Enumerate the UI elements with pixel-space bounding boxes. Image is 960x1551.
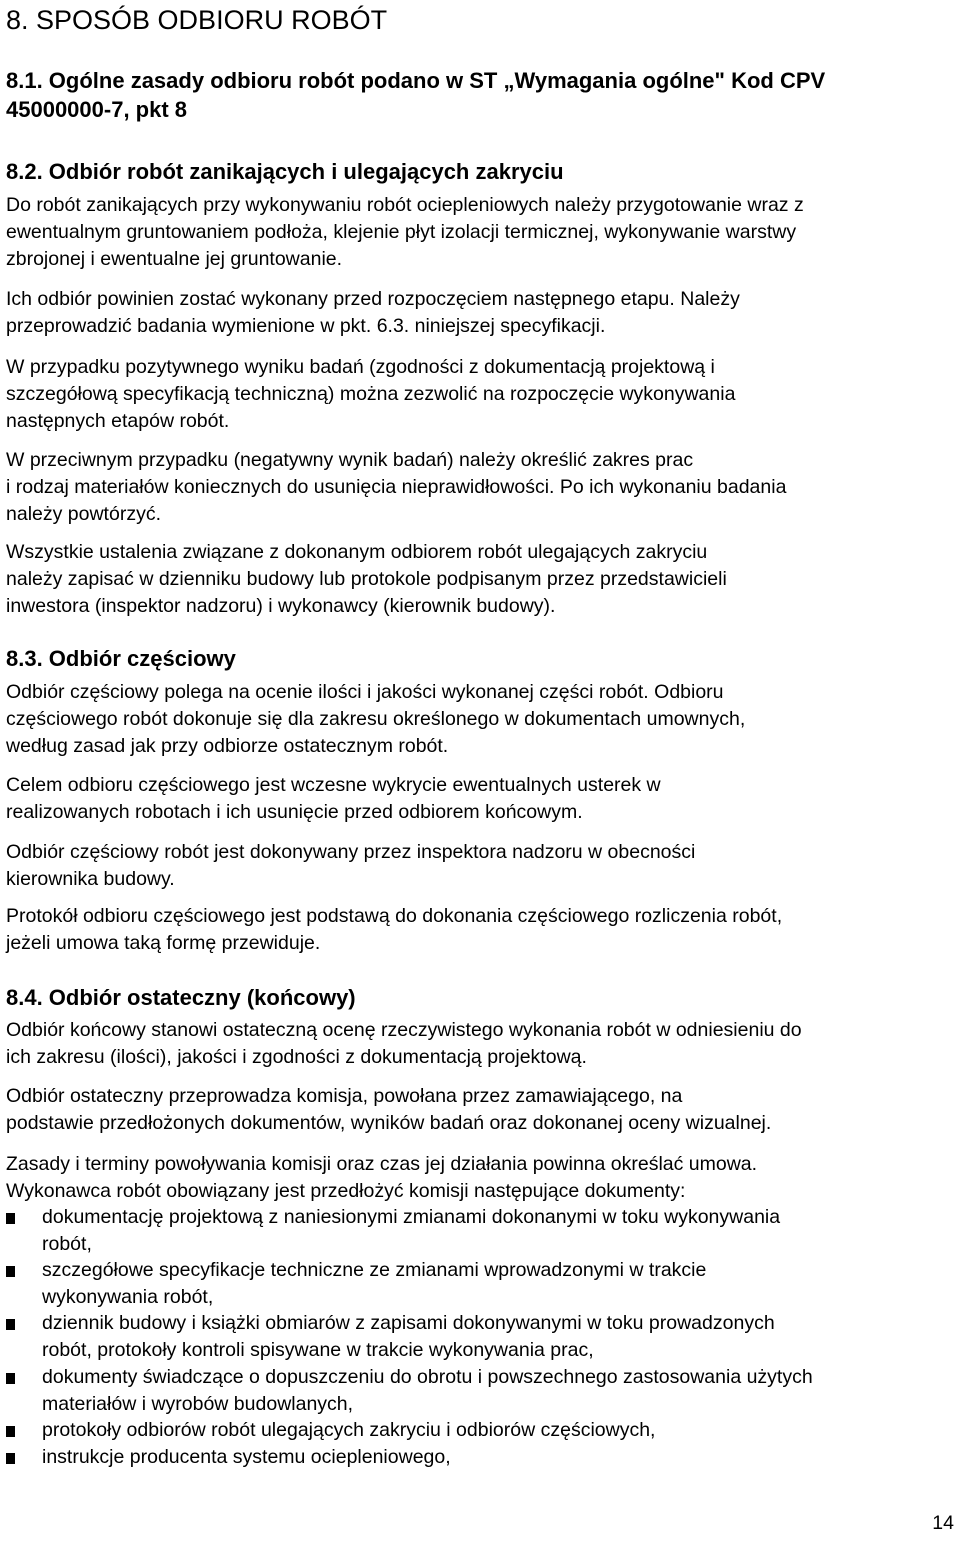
text-line: Odbiór częściowy polega na ocenie ilości i jakości wykonanej części robót. Odbioru — [6, 681, 724, 703]
section-8-2-title: 8.2. Odbiór robót zanikających i ulegających zakryciu — [6, 159, 564, 184]
text-line: Protokół odbioru częściowego jest podstawą do dokonania częściowego rozliczenia robót, — [6, 905, 783, 927]
text-line: należy zapisać w dzienniku budowy lub protokole podpisanym przez przedstawicieli — [6, 568, 727, 590]
text-line: szczegółową specyfikacją techniczną) można zezwolić na rozpoczęcie wykonywania — [6, 383, 736, 405]
text-line: realizowanych robotach i ich usunięcie przed odbiorem końcowym. — [6, 801, 583, 823]
text-line: należy powtórzyć. — [6, 503, 161, 525]
text-line: Wykonawca robót obowiązany jest przedłożyć komisji następujące dokumenty: — [6, 1180, 686, 1202]
text-line: W przypadku pozytywnego wyniku badań (zgodności z dokumentacją projektową i — [6, 356, 715, 378]
text-line: wykonywania robót, — [42, 1286, 214, 1308]
text-line: według zasad jak przy odbiorze ostatecznym robót. — [6, 735, 449, 757]
text-line: ewentualnym gruntowaniem podłoża, klejenie płyt izolacji termicznej, wykonywanie warstwy — [6, 221, 797, 243]
text-line: dokumenty świadczące o dopuszczeniu do obrotu i powszechnego zastosowania użytych — [42, 1366, 813, 1388]
paragraph — [6, 903, 782, 957]
section-8-1-line2: 45000000-7, pkt 8 — [6, 97, 188, 122]
text-line: następnych etapów robót. — [6, 410, 230, 432]
text-line: Odbiór ostateczny przeprowadza komisja, powołana przez zamawiającego, na — [6, 1085, 683, 1107]
text-line: Odbiór częściowy robót jest dokonywany przez inspektora nadzoru w obecności — [6, 841, 696, 863]
text-line: i rodzaj materiałów koniecznych do usunięcia nieprawidłowości. Po ich wykonaniu badania — [6, 476, 787, 498]
paragraph — [6, 354, 735, 435]
paragraph — [6, 1151, 757, 1205]
square-bullet-icon — [6, 1373, 15, 1384]
text-line: robót, protokoły kontroli spisywane w trakcie wykonywania prac, — [42, 1339, 594, 1361]
square-bullet-icon — [6, 1319, 15, 1330]
paragraph — [6, 772, 661, 826]
square-bullet-icon — [6, 1213, 15, 1224]
text-line: Odbiór końcowy stanowi ostateczną ocenę rzeczywistego wykonania robót w odniesieniu do — [6, 1019, 802, 1041]
text-line: szczegółowe specyfikacje techniczne ze zmianami wprowadzonymi w trakcie — [42, 1259, 707, 1281]
section-8-4-title: 8.4. Odbiór ostateczny (końcowy) — [6, 985, 356, 1010]
section-8-3-title: 8.3. Odbiór częściowy — [6, 646, 236, 671]
text-line: Do robót zanikających przy wykonywaniu robót ociepleniowych należy przygotowanie wraz z — [6, 194, 804, 216]
page-number: 14 — [932, 1512, 954, 1534]
text-line: dokumentację projektową z naniesionymi zmianami dokonanymi w toku wykonywania — [42, 1206, 781, 1228]
paragraph — [6, 679, 745, 760]
text-line: jeżeli umowa taką formę przewiduje. — [6, 932, 321, 954]
text-line: materiałów i wyrobów budowlanych, — [42, 1393, 354, 1415]
text-line: Ich odbiór powinien zostać wykonany przed rozpoczęciem następnego etapu. Należy — [6, 288, 740, 310]
paragraph — [6, 539, 727, 620]
paragraph — [6, 286, 740, 340]
paragraph — [6, 192, 804, 273]
paragraph — [6, 447, 786, 528]
text-line: podstawie przedłożonych dokumentów, wyników badań oraz dokonanej oceny wizualnej. — [6, 1112, 772, 1134]
paragraph — [6, 1083, 771, 1137]
main-heading: 8. SPOSÓB ODBIORU ROBÓT — [6, 5, 388, 35]
text-line: ich zakresu (ilości), jakości i zgodności z dokumentacją projektową. — [6, 1046, 587, 1068]
square-bullet-icon — [6, 1426, 15, 1437]
text-line: instrukcje producenta systemu ociepleniowego, — [42, 1446, 451, 1468]
text-line: Zasady i terminy powoływania komisji oraz czas jej działania powinna określać umowa. — [6, 1153, 758, 1175]
square-bullet-icon — [6, 1266, 15, 1277]
text-line: robót, — [42, 1233, 92, 1255]
section-8-1-line1: 8.1. Ogólne zasady odbioru robót podano w ST „Wymagania ogólne" Kod CPV — [6, 68, 826, 93]
paragraph — [6, 839, 695, 893]
paragraph — [6, 1017, 802, 1071]
square-bullet-icon — [6, 1453, 15, 1464]
text-line: Wszystkie ustalenia związane z dokonanym odbiorem robót ulegających zakryciu — [6, 541, 708, 563]
text-line: zbrojonej i ewentualne jej gruntowanie. — [6, 248, 343, 270]
text-line: inwestora (inspektor nadzoru) i wykonawcy (kierownik budowy). — [6, 595, 556, 617]
text-line: Celem odbioru częściowego jest wczesne wykrycie ewentualnych usterek w — [6, 774, 661, 796]
text-line: W przeciwnym przypadku (negatywny wynik badań) należy określić zakres prac — [6, 449, 694, 471]
text-line: protokoły odbiorów robót ulegających zakryciu i odbiorów częściowych, — [42, 1419, 656, 1441]
text-line: częściowego robót dokonuje się dla zakresu określonego w dokumentach umownych, — [6, 708, 746, 730]
text-line: kierownika budowy. — [6, 868, 175, 890]
text-line: dziennik budowy i książki obmiarów z zapisami dokonywanymi w toku prowadzonych — [42, 1312, 775, 1334]
text-line: przeprowadzić badania wymienione w pkt. 6.3. niniejszej specyfikacji. — [6, 315, 606, 337]
